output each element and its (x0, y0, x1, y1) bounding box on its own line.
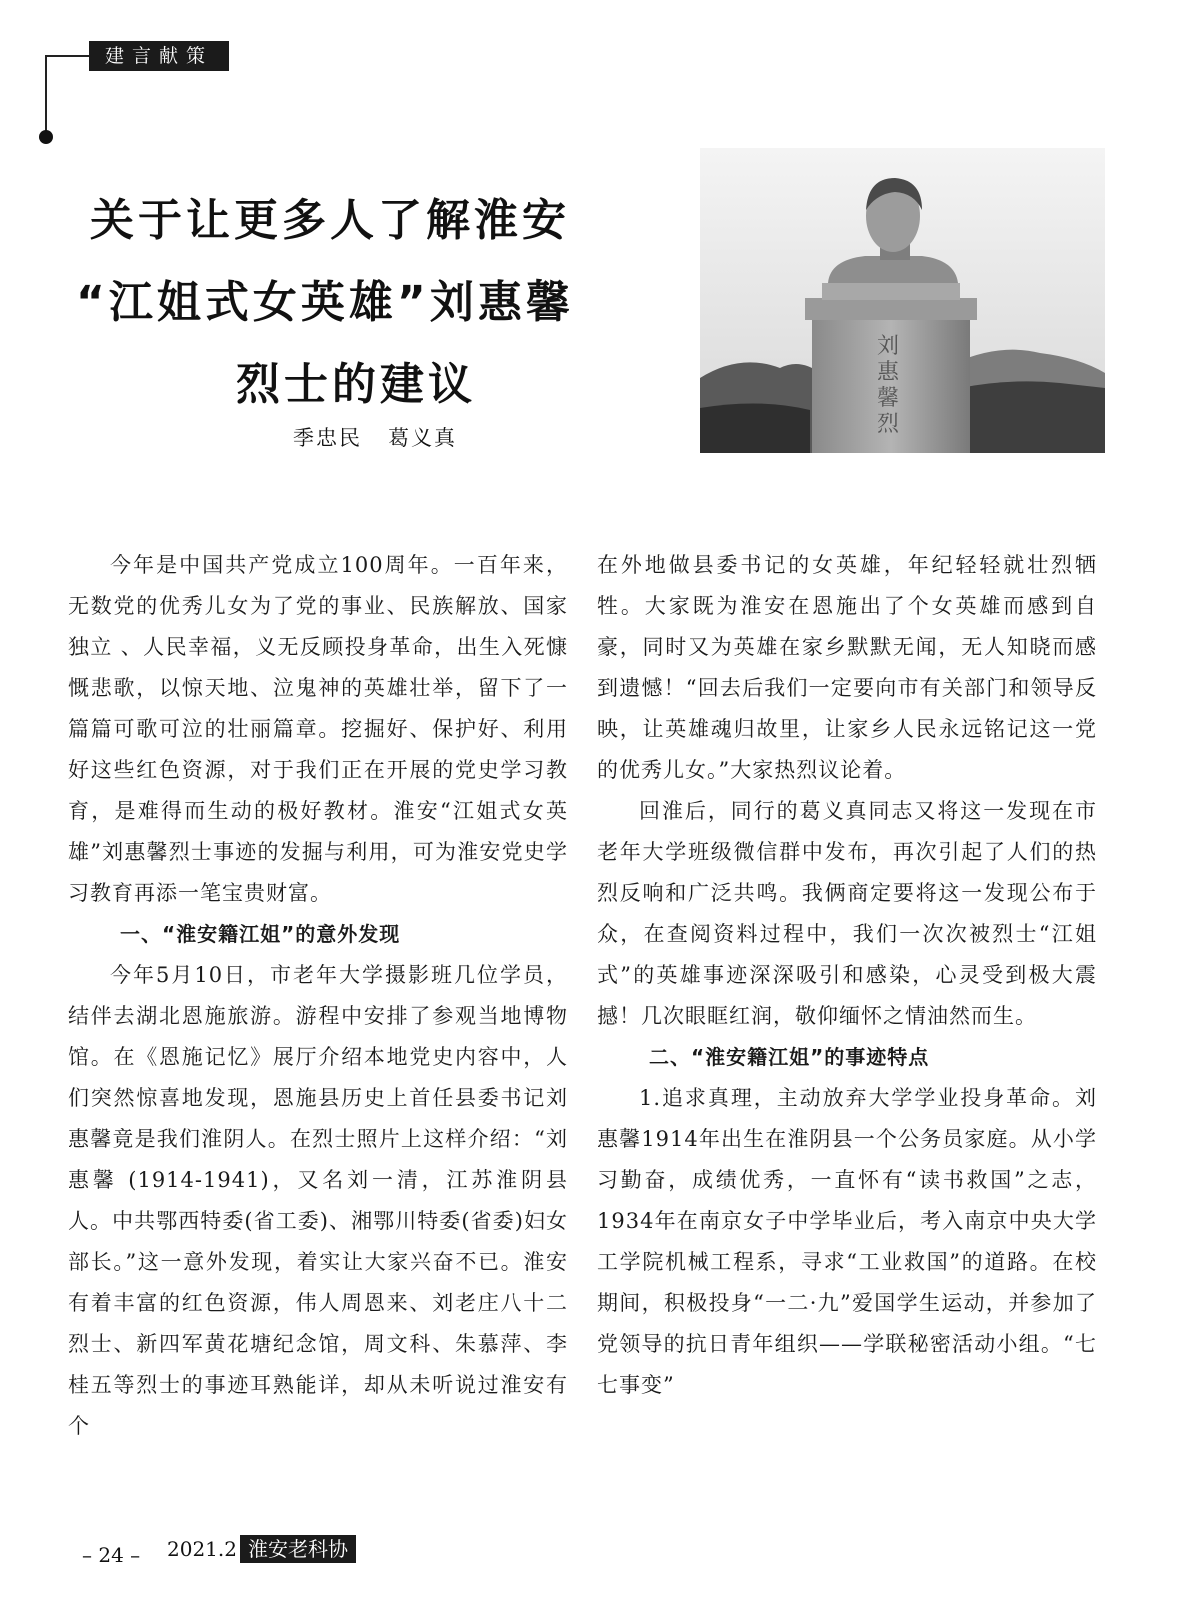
article-authors (293, 422, 457, 452)
left-column (68, 545, 568, 1447)
title-line-1: 关于让更多人了解淮安 (90, 195, 570, 246)
section-heading-2: 二、“淮安籍江姐”的事迹特点 (649, 1045, 930, 1069)
right-paragraph-2: 回淮后，同行的葛义真同志又将这一发现在市老年大学班级微信群中发布，再次引起了人们的热烈反响和广泛共鸣。我俩商定要将这一发现公布于众，在查阅资料过程中，我们一次次被烈士“江姐式”的英雄事迹深深吸引和感染，心灵受到极大震撼！几次眼眶红润，敬仰缅怀之情油然而生。 (597, 799, 1097, 1028)
header-frame-side (45, 55, 47, 135)
author-2: 葛义真 (388, 426, 457, 450)
inscription-char: 惠 (877, 360, 900, 385)
right-column (597, 545, 1097, 1406)
section-heading-1: 一、“淮安籍江姐”的意外发现 (120, 922, 401, 946)
inscription-char: 馨 (877, 386, 900, 411)
title-line-3: 烈士的建议 (236, 359, 476, 410)
statue-photo (700, 148, 1105, 453)
right-paragraph-3: 1.追求真理，主动放弃大学学业投身革命。刘惠馨1914年出生在淮阴县一个公务员家庭。从小学习勤奋，成绩优秀，一直怀有“读书救国”之志，1934年在南京女子中学毕业后，考入南京中央大学工学院机械工程系，寻求“工业救国”的道路。在校期间，积极投身“一二·九”爱国学生运动，并参加了党领导的抗日青年组织——学联秘密活动小组。“七七事变” (597, 1086, 1097, 1397)
title-line-2: “江姐式女英雄”刘惠馨 (76, 277, 574, 328)
page-number: – 24 – (82, 1543, 141, 1567)
section-tag: 建言献策 (89, 41, 229, 71)
issue-label: 2021.2 (167, 1537, 237, 1561)
left-paragraph-1: 今年是中国共产党成立100周年。一百年来，无数党的优秀儿女为了党的事业、民族解放、国家独立 、人民幸福，义无反顾投身革命，出生入死慷慨悲歌，以惊天地、泣鬼神的英雄壮举，留下了一篇篇可歌可泣的壮丽篇章。挖掘好、保护好、利用好这些红色资源，对于我们正在开展的党史学习教育，是难得而生动的极好教材。淮安“江姐式女英雄”刘惠馨烈士事迹的发掘与利用，可为淮安党史学习教育再添一笔宝贵财富。 (68, 553, 568, 905)
inscription-char: 刘 (877, 334, 900, 359)
inscription-char: 烈 (877, 412, 900, 437)
inscription-char-1 (877, 334, 900, 437)
publication-name: 淮安老科协 (240, 1535, 356, 1563)
header-frame-dot (39, 130, 53, 144)
article-title (70, 180, 690, 426)
statue-photo-illustration (700, 148, 1105, 453)
author-1: 季忠民 (293, 426, 362, 450)
header-frame-top (45, 55, 90, 57)
right-paragraph-1: 在外地做县委书记的女英雄，年纪轻轻就壮烈牺牲。大家既为淮安在恩施出了个女英雄而感到自豪，同时又为英雄在家乡默默无闻，无人知晓而感到遗憾！“回去后我们一定要向市有关部门和领导反映，让英雄魂归故里，让家乡人民永远铭记这一党的优秀儿女。”大家热烈议论着。 (597, 553, 1097, 782)
left-paragraph-2: 今年5月10日，市老年大学摄影班几位学员，结伴去湖北恩施旅游。游程中安排了参观当地博物馆。在《恩施记忆》展厅介绍本地党史内容中，人们突然惊喜地发现，恩施县历史上首任县委书记刘惠馨竟是我们淮阴人。在烈士照片上这样介绍：“刘惠馨 (1914-1941)，又名刘一清，江苏淮阴县人。中共鄂西特委(省工委)、湘鄂川特委(省委)妇女部长。”这一意外发现，着实让大家兴奋不已。淮安有着丰富的红色资源，伟人周恩来、刘老庄八十二烈士、新四军黄花塘纪念馆，周文科、朱慕萍、李桂五等烈士的事迹耳熟能详，却从未听说过淮安有个 (68, 963, 568, 1438)
